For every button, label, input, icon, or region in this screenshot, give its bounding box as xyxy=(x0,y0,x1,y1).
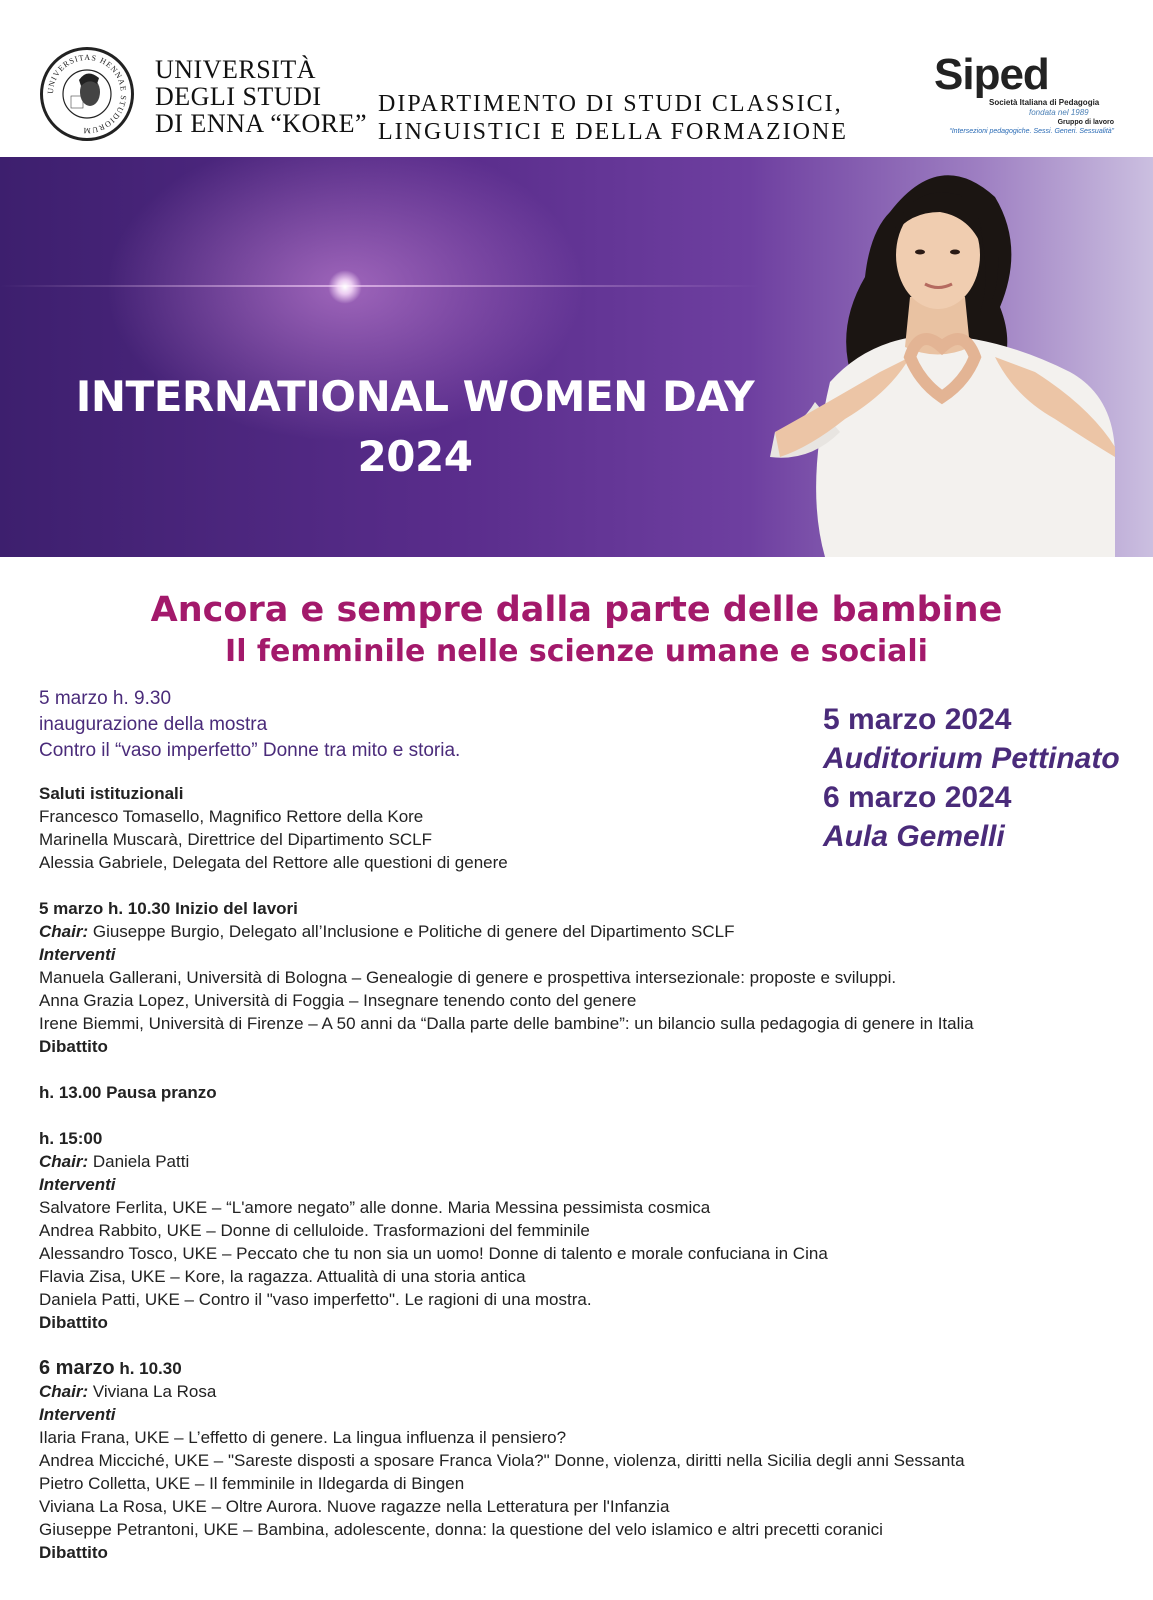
debate-label: Dibattito xyxy=(39,1037,108,1056)
list-item: Francesco Tomasello, Magnifico Rettore della Kore xyxy=(39,807,424,826)
chair-label: Chair: xyxy=(39,1152,89,1171)
university-name-line1: UNIVERSITÀ xyxy=(155,55,316,84)
university-name-line3: DI ENNA “KORE” xyxy=(155,109,368,138)
session1-heading: 5 marzo h. 10.30 Inizio del lavori xyxy=(39,899,298,918)
date-1: 5 marzo 2024 xyxy=(823,703,1012,736)
siped-founded: fondata nel 1989 xyxy=(1029,108,1089,117)
talks-label: Interventi xyxy=(39,1175,116,1194)
talks-label: Interventi xyxy=(39,945,116,964)
session3-time: h. 10.30 xyxy=(114,1359,182,1378)
university-name xyxy=(155,56,367,137)
debate-label: Dibattito xyxy=(39,1313,108,1332)
siped-subtitle: Società Italiana di Pedagogia xyxy=(989,98,1100,107)
date-2: 6 marzo 2024 xyxy=(823,781,1012,814)
chair-label: Chair: xyxy=(39,1382,89,1401)
lens-flare xyxy=(328,270,362,304)
hero-banner xyxy=(0,157,1153,557)
list-item: Flavia Zisa, UKE – Kore, la ragazza. Attualità di una storia antica xyxy=(39,1267,526,1286)
light-ray xyxy=(0,285,760,287)
opening-time: 5 marzo h. 9.30 xyxy=(39,688,172,709)
session1-chair xyxy=(39,920,1129,943)
chair-name: Daniela Patti xyxy=(88,1152,190,1171)
department-line2: LINGUISTICI E DELLA FORMAZIONE xyxy=(378,119,848,145)
list-item: Viviana La Rosa, UKE – Oltre Aurora. Nuove ragazze nella Letteratura per l'Infanzia xyxy=(39,1497,670,1516)
list-item: Alessandro Tosco, UKE – Peccato che tu non sia un uomo! Donne di talento e morale confuciana in Cina xyxy=(39,1244,828,1263)
lunch-break: h. 13.00 Pausa pranzo xyxy=(39,1083,217,1102)
list-item: Marinella Muscarà, Direttrice del Dipartimento SCLF xyxy=(39,830,433,849)
department-line1: DIPARTIMENTO DI STUDI CLASSICI, xyxy=(378,91,843,117)
session2-chair xyxy=(39,1150,1129,1173)
subtitle-line1: Ancora e sempre dalla parte delle bambine xyxy=(150,590,1003,630)
siped-motto: “Intersezioni pedagogiche. Sessi. Generi. Sessualità” xyxy=(949,128,1114,135)
department-name xyxy=(378,90,848,146)
session2-heading: h. 15:00 xyxy=(39,1129,103,1148)
university-name-line2: DEGLI STUDI xyxy=(155,82,322,111)
list-item: Andrea Rabbito, UKE – Donne di celluloide. Trasformazioni del femminile xyxy=(39,1221,590,1240)
chair-label: Chair: xyxy=(39,922,89,941)
banner-title xyxy=(0,367,830,487)
list-item: Ilaria Frana, UKE – L’effetto di genere. La lingua influenza il pensiero? xyxy=(39,1428,567,1447)
siped-wordmark: Siped xyxy=(934,50,1049,99)
opening-title: Contro il “vaso imperfetto” Donne tra mito e storia. xyxy=(39,740,461,761)
list-item: Salvatore Ferlita, UKE – “L'amore negato” alle donne. Maria Messina pessimista cosmica xyxy=(39,1198,711,1217)
venue-1: Auditorium Pettinato xyxy=(823,742,1120,775)
siped-logo xyxy=(934,52,1124,144)
list-item: Alessia Gabriele, Delegata del Rettore alle questioni di genere xyxy=(39,853,508,872)
talks-label: Interventi xyxy=(39,1405,116,1424)
chair-name: Giuseppe Burgio, Delegato all’Inclusione e Politiche di genere del Dipartimento SCLF xyxy=(88,922,735,941)
list-item: Irene Biemmi, Università di Firenze – A 50 anni da “Dalla parte delle bambine”: un bilancio sulla pedagogia di genere in Italia xyxy=(39,1014,974,1033)
event-subtitle xyxy=(0,588,1153,672)
list-item: Giuseppe Petrantoni, UKE – Bambina, adolescente, donna: la questione del velo islamico e altri precetti coranici xyxy=(39,1520,883,1539)
chair-name: Viviana La Rosa xyxy=(88,1382,217,1401)
list-item: Pietro Colletta, UKE – Il femminile in Ildegarda di Bingen xyxy=(39,1474,465,1493)
greetings-heading: Saluti istituzionali xyxy=(39,784,184,803)
siped-group: Gruppo di lavoro xyxy=(1057,119,1114,126)
list-item: Andrea Micciché, UKE – "Sareste disposti a sposare Franca Viola?" Donne, violenza, diritti nella Sicilia degli anni Sessanta xyxy=(39,1451,965,1470)
venue-2: Aula Gemelli xyxy=(823,820,1005,853)
session3-date: 6 marzo xyxy=(39,1357,115,1379)
banner-title-year: 2024 xyxy=(357,432,473,481)
opening-event: inaugurazione della mostra xyxy=(39,714,268,735)
session3-heading xyxy=(39,1357,1129,1380)
banner-title-line1: INTERNATIONAL WOMEN DAY xyxy=(75,372,755,421)
program xyxy=(39,686,1129,1564)
list-item: Daniela Patti, UKE – Contro il "vaso imperfetto". Le ragioni di una mostra. xyxy=(39,1290,592,1309)
subtitle-line2: Il femminile nelle scienze umane e sociali xyxy=(225,634,928,669)
list-item: Anna Grazia Lopez, Università di Foggia – Insegnare tenendo conto del genere xyxy=(39,991,637,1010)
session3-chair xyxy=(39,1380,1129,1403)
svg-text:UNIVERSITAS HENNAE STUDIORUM: UNIVERSITAS HENNAE STUDIORUM xyxy=(45,52,129,136)
header xyxy=(0,0,1153,157)
list-item: Manuela Gallerani, Università di Bologna – Genealogie di genere e prospettiva intersezionale: proposte e sviluppi. xyxy=(39,968,897,987)
debate-label: Dibattito xyxy=(39,1543,108,1562)
university-seal-logo xyxy=(40,47,134,141)
woman-heart-hands-image xyxy=(770,157,1153,557)
